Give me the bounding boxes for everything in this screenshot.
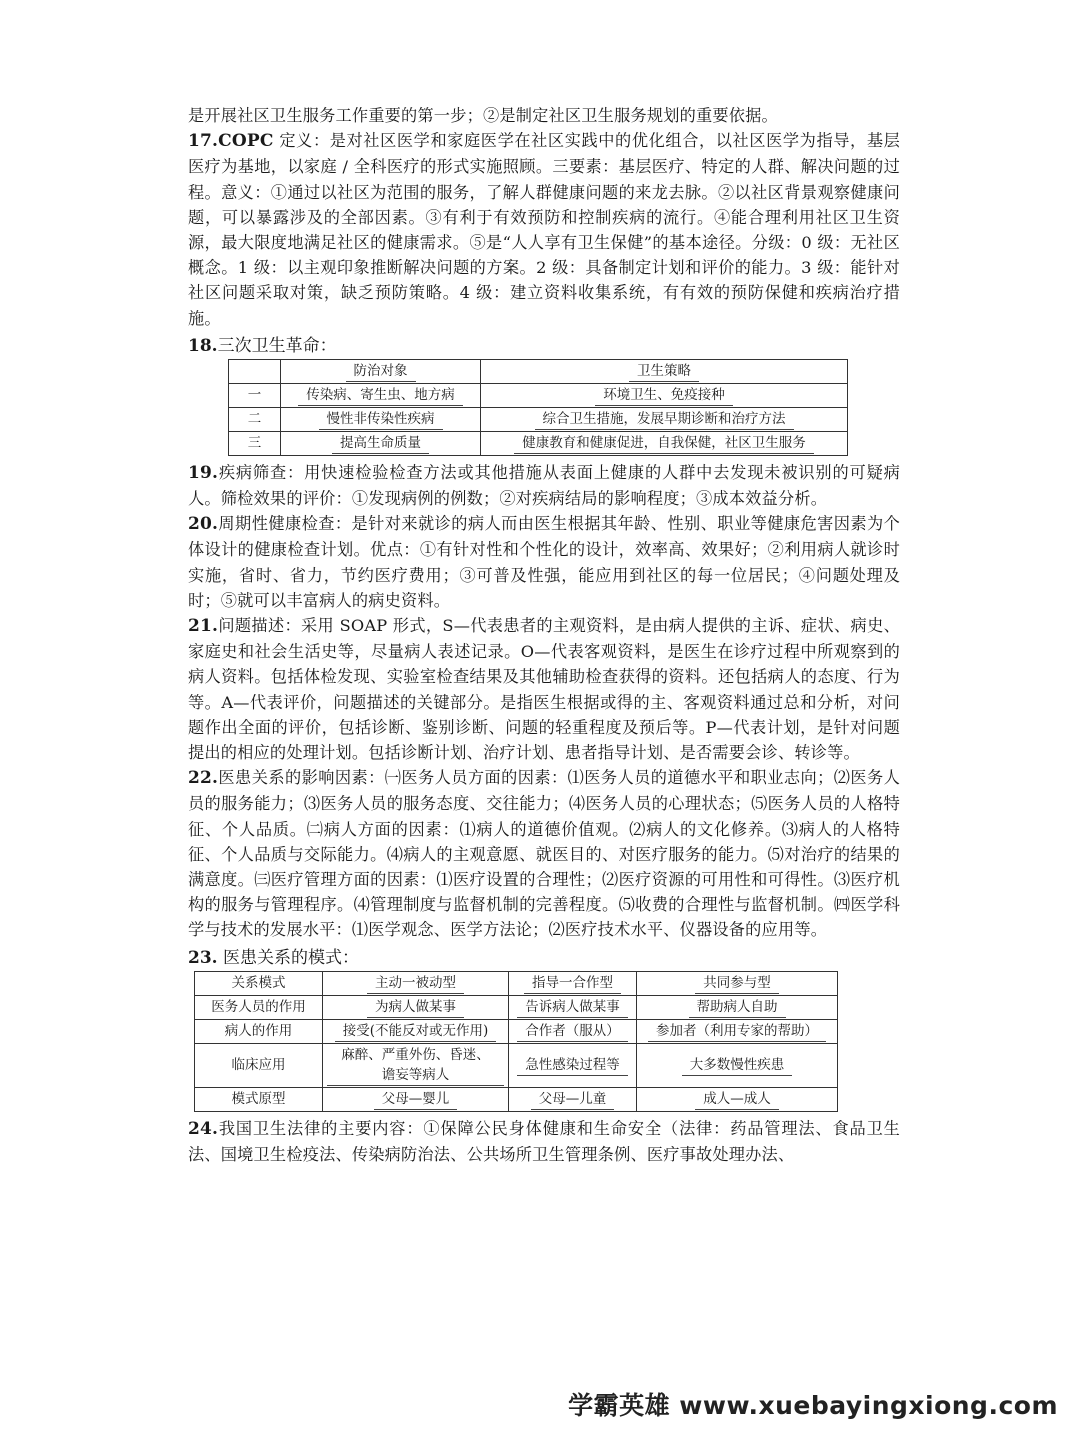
section-19: 19.疾病筛查：用快速检验检查方法或其他措施从表面上健康的人群中去发现未被识别的可疑病人。筛检效果的评价：①发现病例的例数；②对疾病结局的影响程度；③成本效益分析。 xyxy=(188,462,900,509)
section-22: 22.医患关系的影响因素：㈠医务人员方面的因素：⑴医务人员的道德水平和职业志向；⑵医务人员的服务能力；⑶医务人员的服务态度、交往能力；⑷医务人员的心理状态；⑸医务人员的人格特征、个人品质。㈡病人方面的因素：⑴病人的道德价值观。⑵病人的文化修养。⑶病人的人格特征、个人品质与交际能力。⑷病人的主观意愿、就医目的、对医疗服务的能力。⑸对治疗的结果的满意度。㈢医疗管理方面的因素：⑴医疗设置的合理性；⑵医疗资源的可用性和可得性。⑶医疗机构的服务与管理程序。⑷管理制度与监督机制的完善程度。⑸收费的合理性与监督机制。㈣医学科学与技术的发展水平：⑴医学观念、医学方法论；⑵医疗技术水平、仪器设备的应用等。 xyxy=(188,768,900,940)
table-row xyxy=(195,1043,838,1087)
table-cell: 为病人做某事 xyxy=(323,995,509,1019)
table-cell: 参加者（利用专家的帮助） xyxy=(637,1019,838,1043)
section-21: 21.问题描述：采用 SOAP 形式，S—代表患者的主观资料，是由病人提供的主诉、症状、病史、家庭史和社会生活史等，尽量病人表述记录。O—代表客观资料，是医生在诊疗过程中所观察到的病人资料。包括体检发现、实验室检查结果及其他辅助检查获得的资料。还包括病人的态度、行为等。A—代表评价，问题描述的关键部分。是指医生根据或得的主、客观资料通过总和分析，对问题作出全面的评价，包括诊断、鉴别诊断、问题的轻重程度及预后等。P—代表计划，是针对问题提出的相应的处理计划。包括诊断计划、治疗计划、患者指导计划、是否需要会诊、转诊等。 xyxy=(188,616,900,763)
table-row xyxy=(229,383,848,407)
table-cell: 健康教育和健康促进，自我保健，社区卫生服务 xyxy=(481,431,848,455)
site-watermark: 学霸英雄 www.xuebayingxiong.com xyxy=(568,1391,1058,1420)
table-cell: 急性感染过程等 xyxy=(509,1043,637,1087)
section-18-heading: 18.三次卫生革命： xyxy=(188,335,337,356)
table-header-row xyxy=(195,971,838,995)
table-cell: 模式原型 xyxy=(195,1087,323,1111)
table-cell: 卫生策略 xyxy=(481,359,848,383)
table-cell: 共同参与型 xyxy=(637,971,838,995)
table-cell: 主动一被动型 xyxy=(323,971,509,995)
table-row xyxy=(195,1019,838,1043)
table-row xyxy=(229,407,848,431)
table-cell: 合作者（服从） xyxy=(509,1019,637,1043)
table-row xyxy=(195,1087,838,1111)
table-row xyxy=(229,431,848,455)
table-cell: 帮助病人自助 xyxy=(637,995,838,1019)
table-cell: 三 xyxy=(229,431,281,455)
section-17-number: 17.COPC xyxy=(188,131,274,152)
table-cell: 防治对象 xyxy=(281,359,481,383)
table-cell: 成人—成人 xyxy=(637,1087,838,1111)
document-page xyxy=(188,103,900,1167)
table-cell: 接受(不能反对或无作用) xyxy=(323,1019,509,1043)
table-cell: 父母—儿童 xyxy=(509,1087,637,1111)
table-cell: 父母—婴儿 xyxy=(323,1087,509,1111)
relationship-model-table xyxy=(194,971,838,1112)
table-cell xyxy=(229,359,281,383)
table-cell: 一 xyxy=(229,383,281,407)
table-cell: 医务人员的作用 xyxy=(195,995,323,1019)
table-cell: 综合卫生措施，发展早期诊断和治疗方法 xyxy=(481,407,848,431)
table-cell: 关系模式 xyxy=(195,971,323,995)
table-cell: 指导一合作型 xyxy=(509,971,637,995)
table-cell: 大多数慢性疾患 xyxy=(637,1043,838,1087)
section-17-body: 定义：是对社区医学和家庭医学在社区实践中的优化组合，以社区医学为指导，基层医疗为基地，以家庭 / 全科医疗的形式实施照顾。三要素：基层医疗、特定的人群、解决问题的过程。意义：①通过以社区为范围的服务，了解人群健康问题的来龙去脉。②以社区背景观察健康问题，可以暴露涉及的全部因素。③有利于有效预防和控制疾病的流行。④能合理利用社区卫生资源，最大限度地满足社区的健康需求。⑤是“人人享有卫生保健”的基本途径。分级：0 级：无社区概念。1 级：以主观印象推断解决问题的方案。2 级：具备制定计划和评价的能力。3 级：能针对社区问题采取对策，缺乏预防策略。4 级：建立资料收集系统，有有效的预防保健和疾病治疗措施。 xyxy=(188,131,900,328)
table-cell: 慢性非传染性疾病 xyxy=(281,407,481,431)
section-17 xyxy=(188,128,900,331)
table-cell: 二 xyxy=(229,407,281,431)
table-cell: 环境卫生、免疫接种 xyxy=(481,383,848,407)
table-cell: 提高生命质量 xyxy=(281,431,481,455)
section-23-heading: 23. 医患关系的模式： xyxy=(188,947,359,968)
table-cell: 传染病、寄生虫、地方病 xyxy=(281,383,481,407)
intro-line: 是开展社区卫生服务工作重要的第一步；②是制定社区卫生服务规划的重要依据。 xyxy=(188,106,778,125)
table-cell: 临床应用 xyxy=(195,1043,323,1087)
table-header-row xyxy=(229,359,848,383)
revolution-table xyxy=(228,359,848,456)
table-cell: 告诉病人做某事 xyxy=(509,995,637,1019)
table-cell: 麻醉、严重外伤、昏迷、谵妄等病人 xyxy=(323,1043,509,1087)
table-row xyxy=(195,995,838,1019)
table-cell: 病人的作用 xyxy=(195,1019,323,1043)
section-24: 24.我国卫生法律的主要内容：①保障公民身体健康和生命安全（法律：药品管理法、食品卫生法、国境卫生检疫法、传染病防治法、公共场所卫生管理条例、医疗事故处理办法、 xyxy=(188,1118,900,1164)
section-20: 20.周期性健康检查：是针对来就诊的病人而由医生根据其年龄、性别、职业等健康危害因素为个体设计的健康检查计划。优点：①有针对性和个性化的设计，效率高、效果好；②利用病人就诊时实施，省时、省力，节约医疗费用；③可普及性强，能应用到社区的每一位居民；④问题处理及时；⑤就可以丰富病人的病史资料。 xyxy=(188,514,900,610)
